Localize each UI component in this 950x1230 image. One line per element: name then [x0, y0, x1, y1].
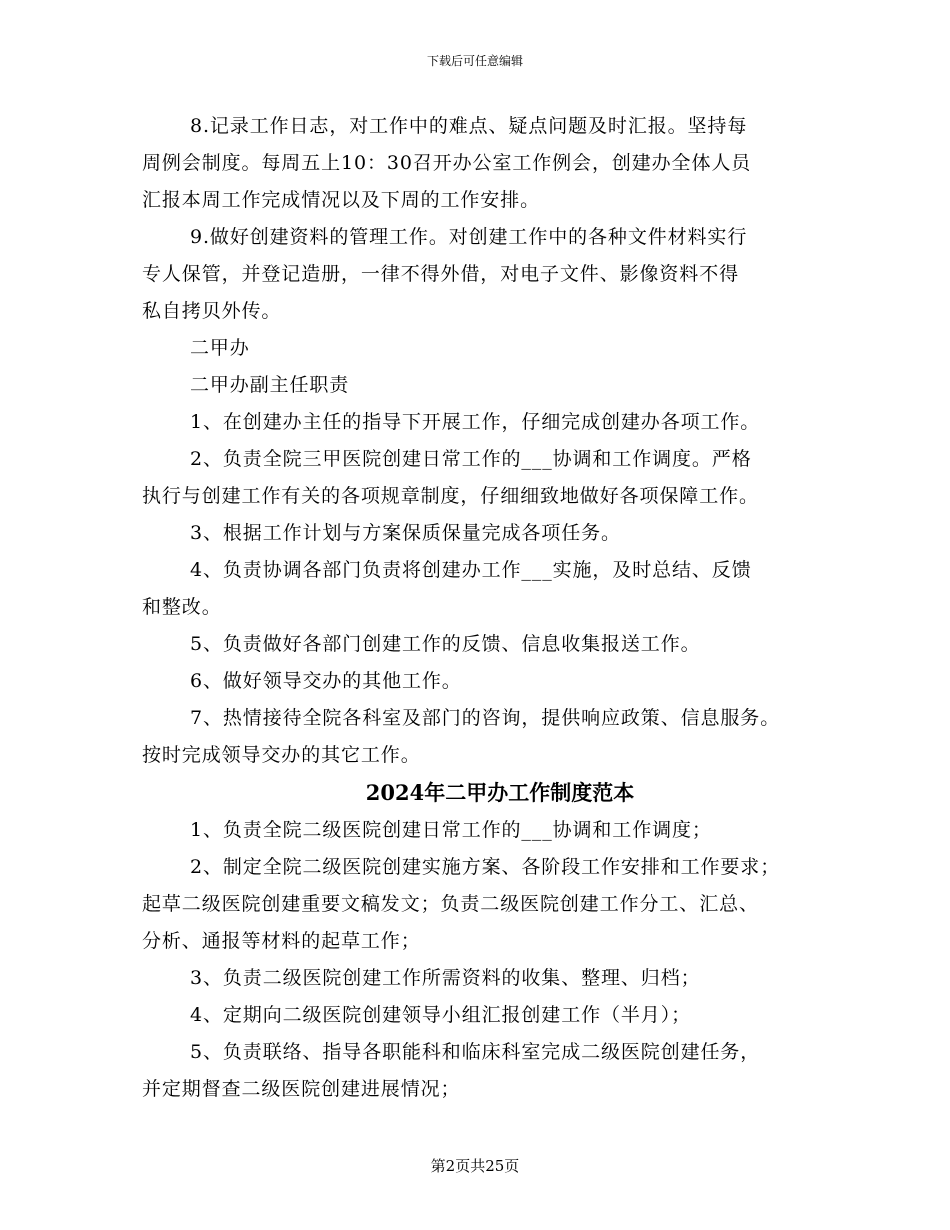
- paragraph-line: 6、做好领导交办的其他工作。: [190, 670, 462, 692]
- document-body: [142, 108, 822, 1108]
- page-header: 下载后可任意编辑: [426, 54, 523, 68]
- paragraph-line: 起草二级医院创建重要文稿发文；负责二级医院创建工作分工、汇总、: [142, 893, 759, 915]
- paragraph-line: 9.做好创建资料的管理工作。对创建工作中的各种文件材料实行: [190, 226, 748, 248]
- document-title: 2024年二甲办工作制度范本: [365, 780, 635, 805]
- paragraph-line: 2、制定全院二级医院创建实施方案、各阶段工作安排和工作要求；: [190, 856, 781, 878]
- paragraph-line: 7、热情接待全院各科室及部门的咨询，提供响应政策、信息服务。: [190, 707, 781, 729]
- paragraph-line: 1、在创建办主任的指导下开展工作，仔细完成创建办各项工作。: [190, 411, 761, 433]
- paragraph-line: 汇报本周工作完成情况以及下周的工作安排。: [142, 189, 541, 211]
- paragraph-line: 和整改。: [142, 596, 222, 618]
- paragraph-line: 私自拷贝外传。: [142, 300, 282, 322]
- paragraph-line: 3、负责二级医院创建工作所需资料的收集、整理、归档；: [190, 967, 701, 989]
- paragraph-line: 2、负责全院三甲医院创建日常工作的___协调和工作调度。严格: [190, 448, 752, 470]
- paragraph-line: 执行与创建工作有关的各项规章制度，仔细细致地做好各项保障工作。: [142, 485, 759, 507]
- paragraph-line: 8.记录工作日志，对工作中的难点、疑点问题及时汇报。坚持每: [190, 115, 748, 137]
- section-heading: 二甲办副主任职责: [190, 374, 350, 396]
- paragraph-line: 5、负责联络、指导各职能科和临床科室完成二级医院创建任务，: [190, 1041, 761, 1063]
- paragraph-line: 4、负责协调各部门负责将创建办工作___实施，及时总结、反馈: [190, 559, 752, 581]
- section-heading: 二甲办: [190, 337, 250, 359]
- paragraph-line: 分析、通报等材料的起草工作；: [142, 930, 421, 952]
- paragraph-line: 5、负责做好各部门创建工作的反馈、信息收集报送工作。: [190, 633, 701, 655]
- paragraph-line: 周例会制度。每周五上10：30召开办公室工作例会，创建办全体人员: [142, 152, 752, 174]
- paragraph-line: 1、负责全院二级医院创建日常工作的___协调和工作调度；: [190, 819, 712, 841]
- paragraph-line: 4、定期向二级医院创建领导小组汇报创建工作（半月）；: [190, 1004, 691, 1026]
- paragraph-line: 专人保管，并登记造册，一律不得外借，对电子文件、影像资料不得: [142, 263, 740, 285]
- page-footer: 第2页共25页: [430, 1157, 520, 1175]
- paragraph-line: 按时完成领导交办的其它工作。: [142, 744, 421, 766]
- paragraph-line: 3、根据工作计划与方案保质保量完成各项任务。: [190, 522, 621, 544]
- paragraph-line: 并定期督查二级医院创建进展情况；: [142, 1078, 461, 1100]
